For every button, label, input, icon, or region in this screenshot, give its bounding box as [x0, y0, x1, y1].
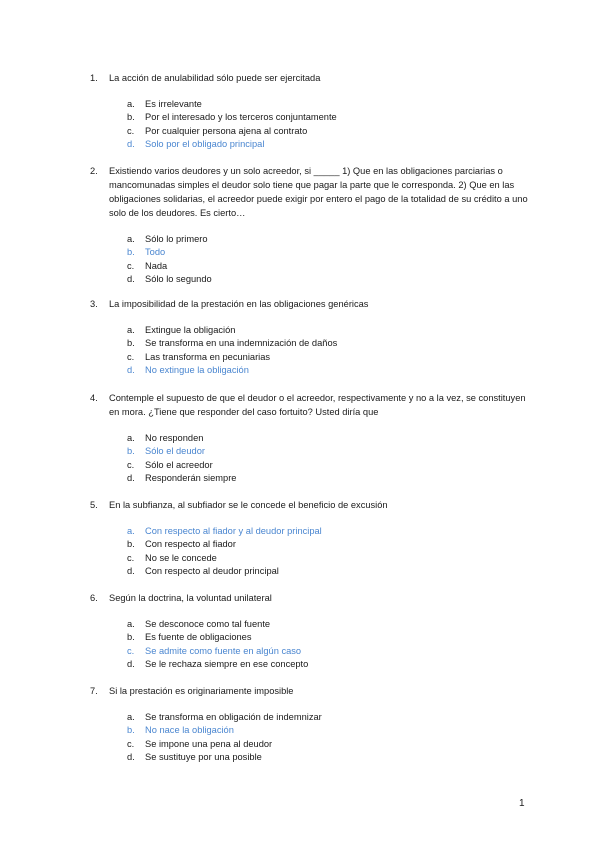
option-text: Es fuente de obligaciones	[145, 632, 252, 643]
option-c	[127, 125, 530, 138]
option-letter: b.	[127, 446, 135, 457]
option-text: Se impone una pena al deudor	[145, 738, 273, 749]
option-letter: a.	[127, 619, 135, 629]
question-number: 3.	[90, 299, 98, 309]
option-d	[127, 658, 530, 671]
option-a	[127, 324, 530, 337]
option-b	[127, 445, 530, 458]
option-c	[127, 260, 530, 273]
question-1	[90, 71, 530, 152]
option-text: Sólo el deudor	[145, 446, 205, 457]
question-number: 2.	[90, 166, 98, 176]
option-a	[127, 98, 530, 111]
option-letter: c.	[127, 738, 135, 749]
option-a	[127, 711, 530, 724]
option-text: Por el interesado y los terceros conjuntamente	[145, 112, 337, 123]
option-b	[127, 631, 530, 644]
option-letter: d.	[127, 274, 135, 285]
option-letter: b.	[127, 247, 135, 258]
option-text: Sólo el acreedor	[145, 459, 213, 470]
option-letter: b.	[127, 112, 135, 123]
option-d	[127, 273, 530, 286]
question-text: Según la doctrina, la voluntad unilateral	[109, 593, 272, 603]
option-letter: a.	[127, 99, 135, 109]
question-text: En la subfianza, al subfiador se le concede el beneficio de excusión	[109, 500, 388, 510]
question-text: Si la prestación es originariamente imposible	[109, 686, 294, 696]
option-d	[127, 472, 530, 485]
option-letter: b.	[127, 539, 135, 550]
option-text: No responden	[145, 433, 204, 443]
option-text: Se desconoce como tal fuente	[145, 619, 271, 629]
option-text: Las transforma en pecuniarias	[145, 351, 271, 362]
option-text: Con respecto al fiador y al deudor principal	[145, 526, 322, 536]
option-text: No extingue la obligación	[145, 365, 249, 376]
question-text: Contemple el supuesto de que el deudor o el acreedor, respectivamente y no a la vez, se constituyen en mora. ¿Tiene que responder del caso fortuito? Usted diría que	[109, 393, 526, 417]
question-3	[90, 297, 530, 378]
option-letter: a.	[127, 433, 135, 443]
option-letter: d.	[127, 473, 135, 484]
option-text: Sólo lo primero	[145, 234, 208, 244]
option-text: Con respecto al fiador	[145, 539, 236, 550]
option-letter: a.	[127, 526, 135, 536]
option-letter: b.	[127, 338, 135, 349]
option-text: Se transforma en una indemnización de daños	[145, 338, 338, 349]
option-d	[127, 364, 530, 377]
question-6	[90, 591, 530, 672]
option-letter: d.	[127, 566, 135, 577]
option-text: Todo	[145, 247, 166, 258]
options-list	[127, 233, 530, 287]
option-text: Es irrelevante	[145, 99, 202, 109]
option-text: Solo por el obligado principal	[145, 139, 265, 150]
option-letter: a.	[127, 325, 135, 335]
option-b	[127, 111, 530, 124]
option-b	[127, 337, 530, 350]
question-number: 4.	[90, 393, 98, 403]
question-4	[90, 391, 530, 486]
option-text: Sólo lo segundo	[145, 274, 212, 285]
option-a	[127, 233, 530, 246]
options-list	[127, 98, 530, 152]
question-text: Existiendo varios deudores y un solo acreedor, si _____ 1) Que en las obligaciones parciarias o mancomunadas simples el deudor solo tiene que pagar la parte que le corresponda. 2) Que en las obligaciones solidarias, el acreedor puede exigir por entero el pago de la totalidad de su crédito a uno solo de los deudores. Es cierto…	[109, 166, 528, 218]
option-text: No se le concede	[145, 552, 217, 563]
option-a	[127, 432, 530, 445]
option-text: Extingue la obligación	[145, 325, 236, 335]
option-d	[127, 565, 530, 578]
option-letter: c.	[127, 459, 135, 470]
option-b	[127, 724, 530, 737]
options-list	[127, 711, 530, 765]
option-c	[127, 351, 530, 364]
question-number: 1.	[90, 73, 98, 83]
question-7	[90, 684, 530, 765]
option-letter: c.	[127, 351, 135, 362]
question-number: 7.	[90, 686, 98, 696]
question-number: 5.	[90, 500, 98, 510]
option-a	[127, 525, 530, 538]
option-text: Se le rechaza siempre en ese concepto	[145, 659, 309, 670]
option-letter: c.	[127, 645, 135, 656]
option-b	[127, 538, 530, 551]
options-list	[127, 525, 530, 579]
option-letter: d.	[127, 659, 135, 670]
option-letter: b.	[127, 632, 135, 643]
option-letter: a.	[127, 712, 135, 722]
option-letter: a.	[127, 234, 135, 244]
option-b	[127, 246, 530, 259]
option-letter: c.	[127, 552, 135, 563]
question-text: La imposibilidad de la prestación en las obligaciones genéricas	[109, 299, 369, 309]
option-c	[127, 738, 530, 751]
options-list	[127, 618, 530, 672]
option-text: No nace la obligación	[145, 725, 234, 736]
question-text: La acción de anulabilidad sólo puede ser ejercitada	[109, 73, 321, 83]
page-number: 1	[519, 798, 525, 809]
option-text: Se admite como fuente en algún caso	[145, 645, 302, 656]
option-text: Nada	[145, 260, 168, 271]
option-text: Responderán siempre	[145, 473, 237, 484]
option-c	[127, 645, 530, 658]
question-2	[90, 164, 530, 287]
option-letter: c.	[127, 260, 135, 271]
option-d	[127, 751, 530, 764]
option-letter: d.	[127, 139, 135, 150]
option-text: Se transforma en obligación de indemnizar	[145, 712, 322, 722]
question-5	[90, 498, 530, 579]
question-number: 6.	[90, 593, 98, 603]
option-letter: d.	[127, 365, 135, 376]
option-c	[127, 459, 530, 472]
option-d	[127, 138, 530, 151]
option-a	[127, 618, 530, 631]
option-text: Con respecto al deudor principal	[145, 566, 279, 577]
options-list	[127, 432, 530, 486]
option-letter: c.	[127, 125, 135, 136]
options-list	[127, 324, 530, 378]
option-letter: d.	[127, 752, 135, 763]
option-letter: b.	[127, 725, 135, 736]
option-text: Por cualquier persona ajena al contrato	[145, 125, 308, 136]
option-c	[127, 552, 530, 565]
option-text: Se sustituye por una posible	[145, 752, 262, 763]
